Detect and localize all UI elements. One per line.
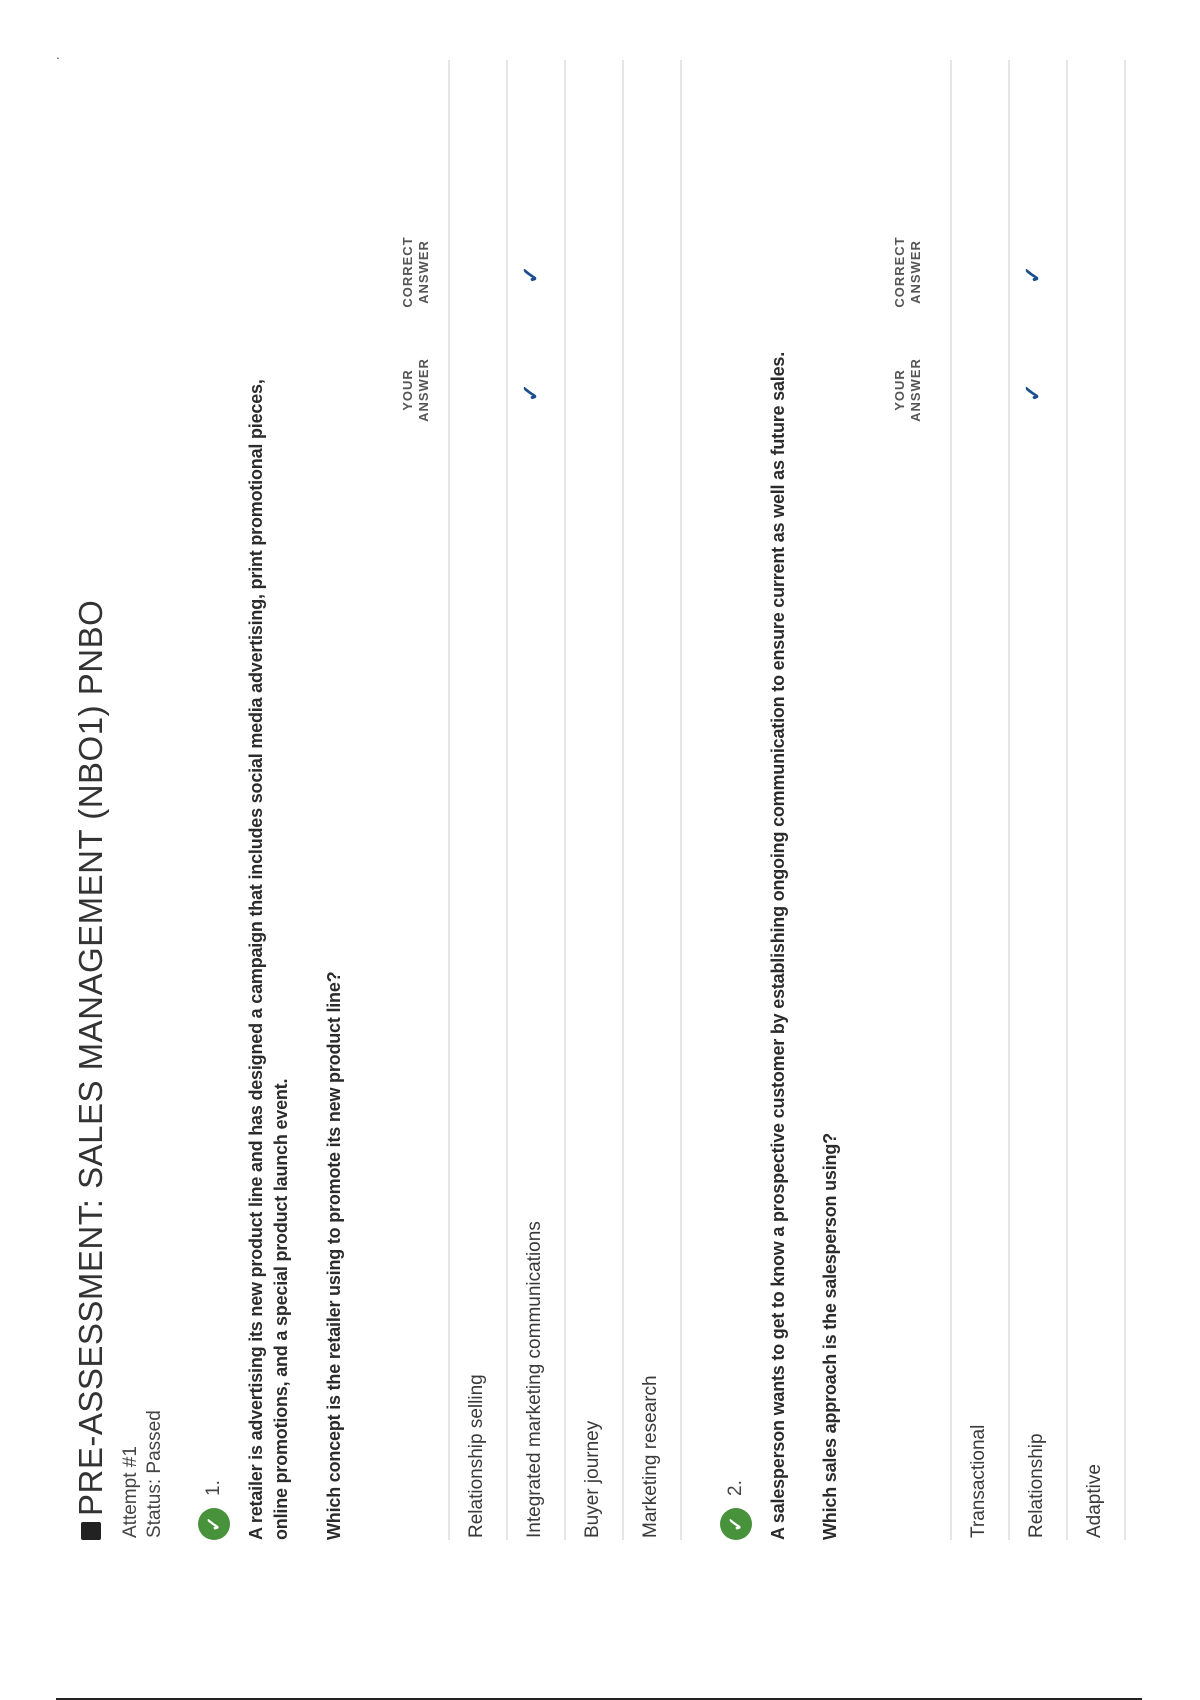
document-icon xyxy=(81,1522,101,1540)
correct-answer-checkmark-icon: ✓ xyxy=(518,265,543,284)
question-2-options xyxy=(950,60,1126,1540)
correct-answer-header-line2: ANSWER xyxy=(908,240,923,304)
your-answer-checkmark-icon: ✓ xyxy=(518,383,543,402)
answer-option[interactable] xyxy=(1008,60,1066,1540)
correct-answer-header xyxy=(892,232,924,312)
stray-mark: . xyxy=(56,46,60,62)
status-label: Status: Passed xyxy=(144,1410,165,1538)
question-2-head xyxy=(720,1480,752,1540)
correct-answer-header-line2: ANSWER xyxy=(416,240,431,304)
rotated-page xyxy=(60,60,1105,1540)
answer-option[interactable] xyxy=(448,60,506,1540)
your-answer-header-line2: ANSWER xyxy=(908,358,923,422)
question-1-options xyxy=(448,60,682,1540)
answer-option[interactable] xyxy=(950,60,1008,1540)
your-answer-header-line1: YOUR xyxy=(400,369,415,411)
your-answer-header xyxy=(892,350,924,430)
question-1-text: A retailer is advertising its new product line and has designed a campaign that includes social media advertising, print promotional pieces, online promotions, and a special product launch event. xyxy=(246,379,291,1540)
question-1-number: 1. xyxy=(203,1480,224,1496)
answer-option[interactable] xyxy=(1066,60,1126,1540)
attempt-label: Attempt #1 xyxy=(120,1446,141,1538)
answer-option[interactable] xyxy=(506,60,564,1540)
correct-answer-checkmark-icon: ✓ xyxy=(1020,265,1045,284)
correct-answer-header-line1: CORRECT xyxy=(892,236,907,308)
check-circle-icon: ✓ xyxy=(198,1508,230,1540)
correct-answer-header-line1: CORRECT xyxy=(400,236,415,308)
title-row xyxy=(72,600,110,1540)
option-label: Adaptive xyxy=(1084,1464,1105,1538)
answer-option[interactable] xyxy=(622,60,682,1540)
question-1-prompt: Which concept is the retailer using to promote its new product line? xyxy=(324,971,344,1540)
option-label: Relationship selling xyxy=(466,1374,487,1538)
your-answer-header-line2: ANSWER xyxy=(416,358,431,422)
option-label: Relationship xyxy=(1026,1433,1047,1538)
answer-option[interactable] xyxy=(564,60,622,1540)
your-answer-checkmark-icon: ✓ xyxy=(1020,383,1045,402)
page-title: PRE-ASSESSMENT: SALES MANAGEMENT (NBO1) PNBO xyxy=(72,599,109,1516)
option-label: Integrated marketing communications xyxy=(524,1221,545,1538)
question-2-text: A salesperson wants to get to know a prospective customer by establishing ongoing communication to ensure current as well as future sales. xyxy=(768,351,788,1540)
option-label: Buyer journey xyxy=(582,1420,603,1538)
your-answer-header xyxy=(400,350,432,430)
question-1-head xyxy=(198,1480,230,1540)
your-answer-header-line1: YOUR xyxy=(892,369,907,411)
check-circle-icon: ✓ xyxy=(720,1508,752,1540)
option-label: Marketing research xyxy=(640,1375,661,1538)
question-2-prompt: Which sales approach is the salesperson using? xyxy=(820,1133,840,1540)
question-2-number: 2. xyxy=(725,1480,746,1496)
correct-answer-header xyxy=(400,232,432,312)
option-label: Transactional xyxy=(968,1424,989,1538)
